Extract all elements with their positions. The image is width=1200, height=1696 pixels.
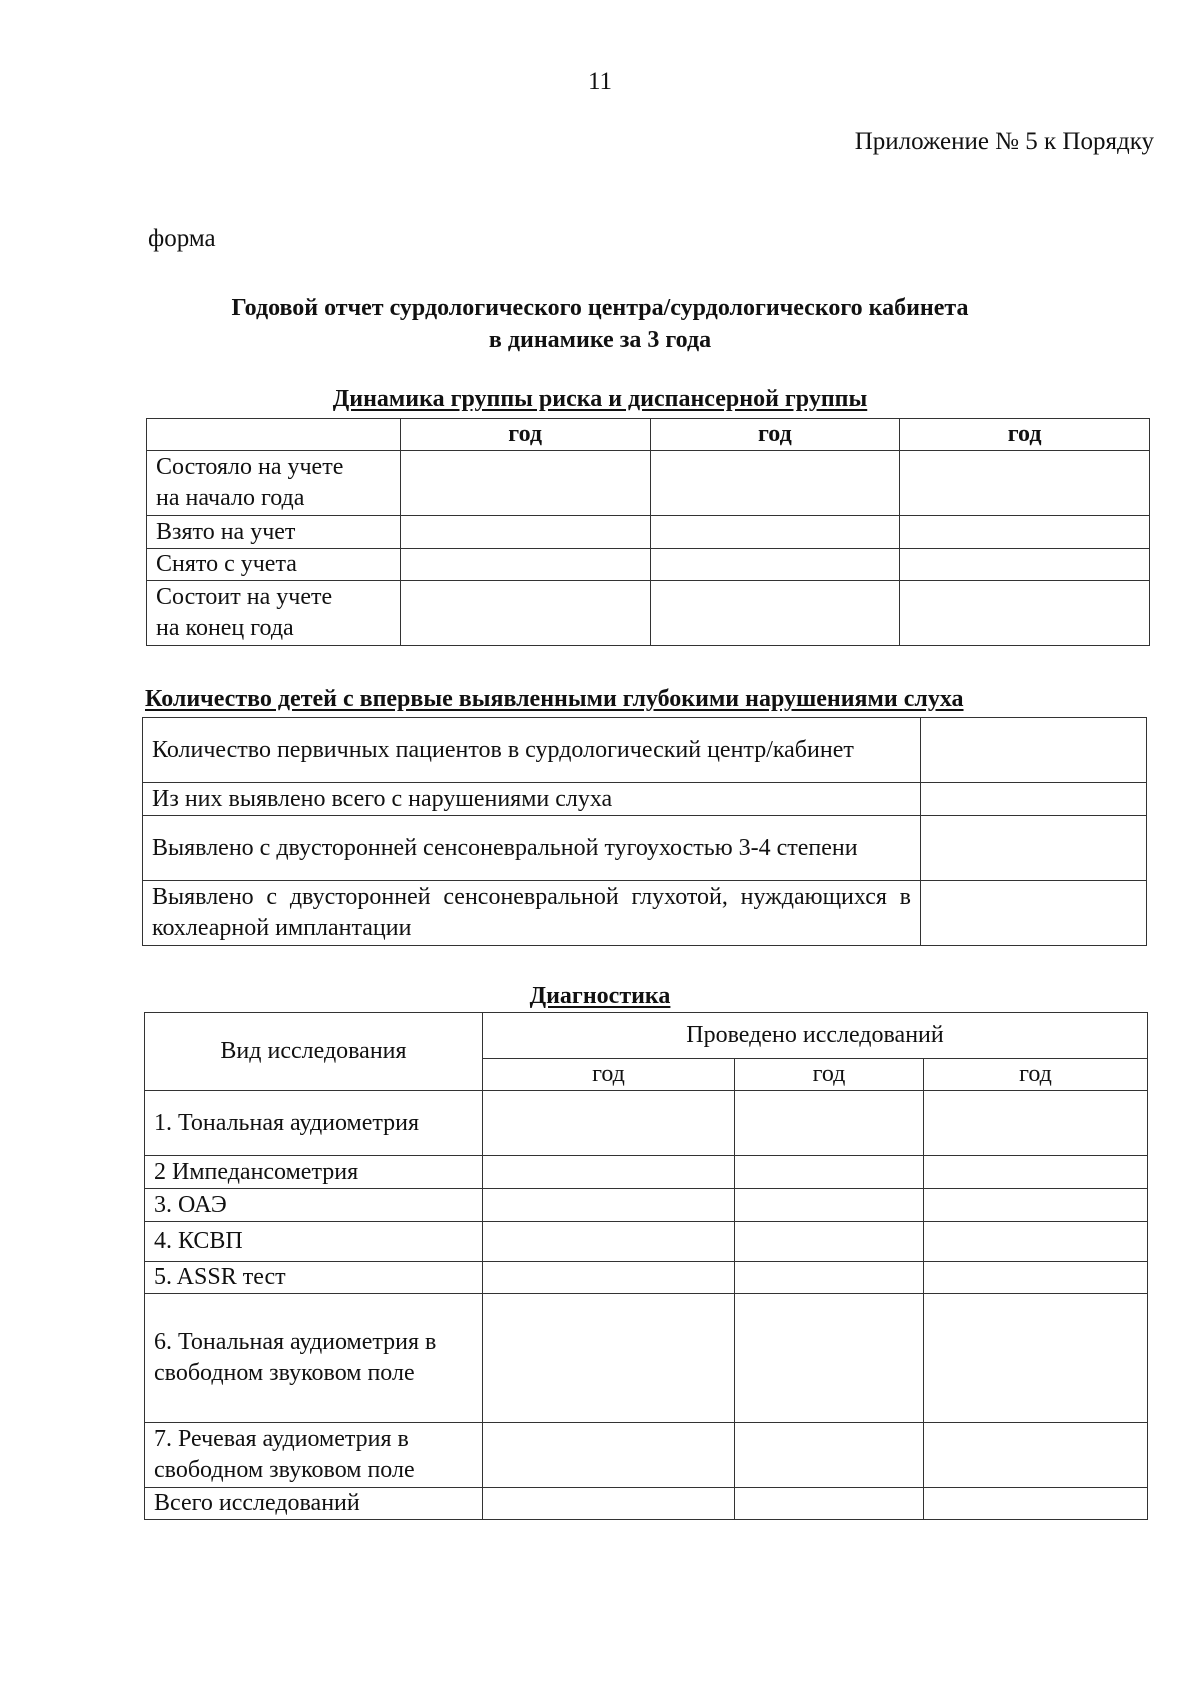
form-label: форма: [148, 225, 216, 252]
value-cell[interactable]: [483, 1156, 735, 1189]
row-label: 2 Импедансометрия: [145, 1156, 483, 1189]
value-cell[interactable]: [650, 581, 900, 646]
table-row: [145, 1189, 1148, 1222]
value-cell[interactable]: [900, 451, 1150, 516]
value-cell[interactable]: [735, 1262, 924, 1294]
value-cell[interactable]: [735, 1091, 924, 1156]
report-title-line2: в динамике за 3 года: [488, 327, 712, 353]
studies-done-header: Проведено исследований: [483, 1013, 1148, 1059]
value-cell[interactable]: [735, 1156, 924, 1189]
row-label: 5. ASSR тест: [145, 1262, 483, 1294]
row-label: Всего исследований: [145, 1488, 483, 1520]
value-cell[interactable]: [921, 718, 1147, 783]
value-cell[interactable]: [924, 1189, 1148, 1222]
table-header-row: [147, 419, 1150, 451]
table-row: [147, 451, 1150, 516]
row-label: Взято на учет: [147, 516, 401, 549]
value-cell[interactable]: [924, 1488, 1148, 1520]
value-cell[interactable]: [924, 1262, 1148, 1294]
table-row: [145, 1488, 1148, 1520]
table-row: [145, 1262, 1148, 1294]
year-header: год: [650, 419, 900, 451]
value-cell[interactable]: [921, 783, 1147, 816]
value-cell[interactable]: [924, 1294, 1148, 1423]
section2-heading: Количество детей с впервые выявленными глубокими нарушениями слуха: [145, 686, 964, 712]
value-cell[interactable]: [735, 1423, 924, 1488]
study-type-header: Вид исследования: [145, 1013, 483, 1091]
value-cell[interactable]: [650, 549, 900, 581]
row-label: Из них выявлено всего с нарушениями слуха: [143, 783, 921, 816]
row-label: 4. КСВП: [145, 1222, 483, 1262]
table-row: [145, 1423, 1148, 1488]
section1-heading: Динамика группы риска и диспансерной группы: [332, 386, 868, 412]
value-cell[interactable]: [483, 1189, 735, 1222]
value-cell[interactable]: [400, 516, 650, 549]
table-row: [143, 881, 1147, 946]
value-cell[interactable]: [483, 1091, 735, 1156]
table-row: [145, 1222, 1148, 1262]
table-row: [145, 1091, 1148, 1156]
diagnostics-table: [144, 1012, 1148, 1520]
value-cell[interactable]: [735, 1488, 924, 1520]
value-cell[interactable]: [483, 1222, 735, 1262]
value-cell[interactable]: [400, 581, 650, 646]
row-label: 6. Тональная аудиометрия в свободном звуковом поле: [145, 1294, 483, 1423]
value-cell[interactable]: [483, 1423, 735, 1488]
appendix-label: Приложение № 5 к Порядку: [854, 128, 1154, 155]
table-row: [147, 581, 1150, 646]
value-cell[interactable]: [921, 881, 1147, 946]
value-cell[interactable]: [924, 1156, 1148, 1189]
table-row: [143, 816, 1147, 881]
row-label: Выявлено с двусторонней сенсоневральной тугоухостью 3-4 степени: [143, 816, 921, 881]
year-header: год: [483, 1059, 735, 1091]
value-cell[interactable]: [400, 549, 650, 581]
value-cell[interactable]: [735, 1189, 924, 1222]
year-header: год: [900, 419, 1150, 451]
table-row: [147, 516, 1150, 549]
row-label: Выявлено с двусторонней сенсоневральной глухотой, нуждающихся в кохлеарной имплантации: [143, 881, 921, 946]
value-cell[interactable]: [900, 516, 1150, 549]
row-label: Количество первичных пациентов в сурдологический центр/кабинет: [143, 718, 921, 783]
table-row: [147, 549, 1150, 581]
row-label: 3. ОАЭ: [145, 1189, 483, 1222]
value-cell[interactable]: [735, 1294, 924, 1423]
row-label: Состоит на учете на конец года: [147, 581, 401, 646]
value-cell[interactable]: [483, 1294, 735, 1423]
year-header: год: [400, 419, 650, 451]
table-row: [145, 1156, 1148, 1189]
year-header: год: [735, 1059, 924, 1091]
year-header: год: [924, 1059, 1148, 1091]
section3-heading: Диагностика: [529, 983, 671, 1009]
table-row: [143, 783, 1147, 816]
value-cell[interactable]: [650, 516, 900, 549]
header-empty-cell: [147, 419, 401, 451]
value-cell[interactable]: [924, 1423, 1148, 1488]
row-label: Снято с учета: [147, 549, 401, 581]
page-number: 11: [587, 68, 613, 95]
value-cell[interactable]: [483, 1262, 735, 1294]
value-cell[interactable]: [900, 549, 1150, 581]
row-label: 1. Тональная аудиометрия: [145, 1091, 483, 1156]
value-cell[interactable]: [650, 451, 900, 516]
new-cases-table: [142, 717, 1147, 946]
table-header-row: [145, 1013, 1148, 1059]
value-cell[interactable]: [483, 1488, 735, 1520]
value-cell[interactable]: [924, 1222, 1148, 1262]
table-row: [145, 1294, 1148, 1423]
value-cell[interactable]: [924, 1091, 1148, 1156]
value-cell[interactable]: [921, 816, 1147, 881]
report-title-line1: Годовой отчет сурдологического центра/сурдологического кабинета: [231, 295, 969, 321]
row-label: 7. Речевая аудиометрия в свободном звуковом поле: [145, 1423, 483, 1488]
value-cell[interactable]: [735, 1222, 924, 1262]
risk-group-table: [146, 418, 1150, 646]
value-cell[interactable]: [400, 451, 650, 516]
report-title: [0, 292, 1200, 356]
row-label: Состояло на учете на начало года: [147, 451, 401, 516]
value-cell[interactable]: [900, 581, 1150, 646]
table-row: [143, 718, 1147, 783]
